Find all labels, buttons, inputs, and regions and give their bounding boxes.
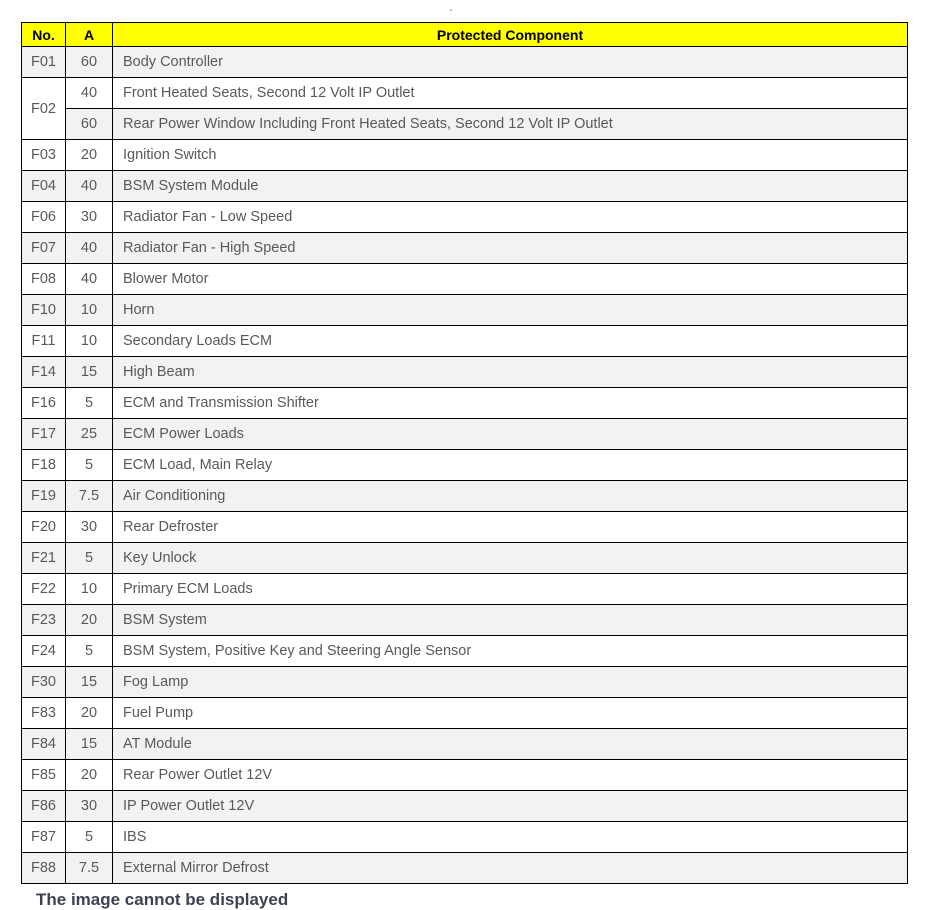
fuse-no: F04	[22, 171, 66, 202]
fuse-component: Horn	[113, 295, 908, 326]
fuse-component: BSM System Module	[113, 171, 908, 202]
table-row	[22, 264, 908, 295]
fuse-no: F83	[22, 698, 66, 729]
fuse-component: IBS	[113, 822, 908, 853]
fuse-component: Front Heated Seats, Second 12 Volt IP Outlet	[113, 78, 908, 109]
table-row	[22, 357, 908, 388]
fuse-amps: 20	[66, 698, 113, 729]
fuse-amps: 5	[66, 636, 113, 667]
fuse-amps: 15	[66, 729, 113, 760]
fuse-amps: 5	[66, 543, 113, 574]
table-row	[22, 140, 908, 171]
fuse-no: F84	[22, 729, 66, 760]
fuse-component: Air Conditioning	[113, 481, 908, 512]
fuse-table	[21, 22, 908, 884]
fuse-amps: 10	[66, 326, 113, 357]
fuse-component: High Beam	[113, 357, 908, 388]
table-row	[22, 295, 908, 326]
table-row	[22, 853, 908, 884]
fuse-amps: 40	[66, 171, 113, 202]
fuse-amps: 25	[66, 419, 113, 450]
fuse-amps: 20	[66, 140, 113, 171]
fuse-amps: 30	[66, 202, 113, 233]
fuse-amps: 20	[66, 760, 113, 791]
table-row	[22, 233, 908, 264]
fuse-component: Radiator Fan - Low Speed	[113, 202, 908, 233]
fuse-component: AT Module	[113, 729, 908, 760]
fuse-no: F16	[22, 388, 66, 419]
table-row	[22, 202, 908, 233]
fuse-amps: 10	[66, 574, 113, 605]
table-row	[22, 667, 908, 698]
fuse-no: F17	[22, 419, 66, 450]
table-row	[22, 419, 908, 450]
fuse-component: Blower Motor	[113, 264, 908, 295]
table-row	[22, 78, 908, 109]
fuse-no: F85	[22, 760, 66, 791]
fuse-no: F30	[22, 667, 66, 698]
fuse-no: F06	[22, 202, 66, 233]
fuse-component: Radiator Fan - High Speed	[113, 233, 908, 264]
stray-dot: .	[449, 0, 453, 14]
fuse-component: Ignition Switch	[113, 140, 908, 171]
fuse-no: F24	[22, 636, 66, 667]
fuse-component: IP Power Outlet 12V	[113, 791, 908, 822]
fuse-no: F21	[22, 543, 66, 574]
table-row	[22, 481, 908, 512]
table-row	[22, 605, 908, 636]
fuse-component: Key Unlock	[113, 543, 908, 574]
column-header-component: Protected Component	[113, 23, 908, 47]
fuse-amps: 60	[66, 109, 113, 140]
fuse-no: F01	[22, 47, 66, 78]
fuse-component: BSM System, Positive Key and Steering Angle Sensor	[113, 636, 908, 667]
table-row	[22, 171, 908, 202]
fuse-component: ECM and Transmission Shifter	[113, 388, 908, 419]
fuse-component: Rear Defroster	[113, 512, 908, 543]
fuse-amps: 40	[66, 264, 113, 295]
fuse-no: F10	[22, 295, 66, 326]
table-row	[22, 822, 908, 853]
header-row	[22, 23, 908, 47]
fuse-amps: 15	[66, 357, 113, 388]
fuse-component: BSM System	[113, 605, 908, 636]
table-row	[22, 47, 908, 78]
fuse-amps: 15	[66, 667, 113, 698]
column-header-amps: A	[66, 23, 113, 47]
fuse-component: External Mirror Defrost	[113, 853, 908, 884]
fuse-amps: 7.5	[66, 853, 113, 884]
column-header-no: No.	[22, 23, 66, 47]
fuse-component: Rear Power Outlet 12V	[113, 760, 908, 791]
fuse-no: F87	[22, 822, 66, 853]
table-row	[22, 450, 908, 481]
fuse-no: F20	[22, 512, 66, 543]
fuse-no: F86	[22, 791, 66, 822]
fuse-no: F11	[22, 326, 66, 357]
fuse-no: F03	[22, 140, 66, 171]
fuse-component: Primary ECM Loads	[113, 574, 908, 605]
fuse-amps: 40	[66, 233, 113, 264]
table-row	[22, 512, 908, 543]
table-row	[22, 698, 908, 729]
table-row	[22, 636, 908, 667]
table-row	[22, 729, 908, 760]
fuse-no: F02	[22, 78, 66, 140]
fuse-component: Secondary Loads ECM	[113, 326, 908, 357]
fuse-amps: 7.5	[66, 481, 113, 512]
fuse-amps: 5	[66, 450, 113, 481]
fuse-no: F14	[22, 357, 66, 388]
fuse-component: Body Controller	[113, 47, 908, 78]
fuse-component: Fog Lamp	[113, 667, 908, 698]
table-row	[22, 791, 908, 822]
table-row	[22, 109, 908, 140]
fuse-component: Fuel Pump	[113, 698, 908, 729]
fuse-component: Rear Power Window Including Front Heated Seats, Second 12 Volt IP Outlet	[113, 109, 908, 140]
fuse-no: F22	[22, 574, 66, 605]
table-row	[22, 543, 908, 574]
fuse-amps: 10	[66, 295, 113, 326]
fuse-no: F19	[22, 481, 66, 512]
fuse-amps: 20	[66, 605, 113, 636]
fuse-amps: 40	[66, 78, 113, 109]
fuse-no: F18	[22, 450, 66, 481]
table-row	[22, 326, 908, 357]
table-row	[22, 760, 908, 791]
fuse-no: F08	[22, 264, 66, 295]
clipped-caption: The image cannot be displayed	[36, 890, 289, 909]
fuse-amps: 30	[66, 512, 113, 543]
fuse-component: ECM Power Loads	[113, 419, 908, 450]
table-row	[22, 574, 908, 605]
fuse-no: F07	[22, 233, 66, 264]
fuse-no: F23	[22, 605, 66, 636]
fuse-component: ECM Load, Main Relay	[113, 450, 908, 481]
table-row	[22, 388, 908, 419]
fuse-amps: 30	[66, 791, 113, 822]
fuse-amps: 5	[66, 822, 113, 853]
fuse-no: F88	[22, 853, 66, 884]
fuse-amps: 60	[66, 47, 113, 78]
fuse-amps: 5	[66, 388, 113, 419]
